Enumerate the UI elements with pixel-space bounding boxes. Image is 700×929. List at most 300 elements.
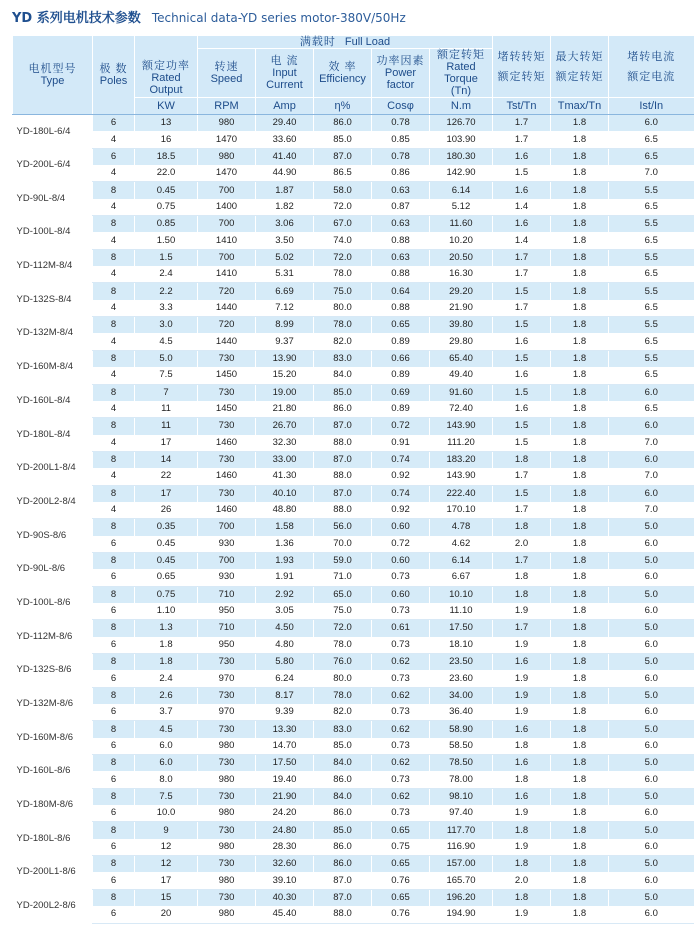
cell-rated-output: 11 xyxy=(135,401,198,418)
cell-model: YD-180M-8/6 xyxy=(13,788,93,822)
cell-efficiency: 87.0 xyxy=(314,148,372,165)
cell-rated-torque: 34.00 xyxy=(430,687,493,704)
cell-power-factor: 0.89 xyxy=(372,333,430,350)
cell-speed: 730 xyxy=(198,889,256,906)
cell-input-current: 24.80 xyxy=(256,822,314,839)
header-full-load: 满载时 Full Load xyxy=(198,36,493,49)
cell-efficiency: 87.0 xyxy=(314,485,372,502)
cell-efficiency: 84.0 xyxy=(314,788,372,805)
cell-tst-tn: 1.6 xyxy=(493,148,551,165)
cell-speed: 1410 xyxy=(198,232,256,249)
cell-efficiency: 80.0 xyxy=(314,670,372,687)
cell-tst-tn: 1.8 xyxy=(493,586,551,603)
cell-input-current: 6.69 xyxy=(256,283,314,300)
cell-tmax-tn: 1.8 xyxy=(551,536,609,553)
cell-ist-in: 6.0 xyxy=(609,704,694,721)
cell-speed: 730 xyxy=(198,856,256,873)
cell-rated-output: 1.5 xyxy=(135,249,198,266)
header-rated-output: 额定功率 Rated Output xyxy=(135,36,198,98)
cell-ist-in: 5.0 xyxy=(609,586,694,603)
table-body xyxy=(13,115,694,924)
cell-speed: 700 xyxy=(198,249,256,266)
cell-efficiency: 71.0 xyxy=(314,569,372,586)
cell-input-current: 33.60 xyxy=(256,131,314,148)
cell-input-current: 28.30 xyxy=(256,839,314,856)
table-row xyxy=(13,755,694,772)
cell-tst-tn: 1.5 xyxy=(493,317,551,334)
cell-tmax-tn: 1.8 xyxy=(551,317,609,334)
cell-rated-torque: 222.40 xyxy=(430,485,493,502)
cell-ist-in: 5.5 xyxy=(609,317,694,334)
cell-rated-output: 2.4 xyxy=(135,670,198,687)
cell-speed: 730 xyxy=(198,721,256,738)
cell-ist-in: 5.0 xyxy=(609,721,694,738)
table-row xyxy=(13,468,694,485)
cell-model: YD-160L-8/6 xyxy=(13,755,93,789)
cell-efficiency: 80.0 xyxy=(314,300,372,317)
cell-tmax-tn: 1.8 xyxy=(551,350,609,367)
cell-tst-tn: 1.9 xyxy=(493,805,551,822)
cell-efficiency: 78.0 xyxy=(314,266,372,283)
cell-rated-output: 17 xyxy=(135,485,198,502)
cell-rated-torque: 23.60 xyxy=(430,670,493,687)
cell-ist-in: 5.0 xyxy=(609,552,694,569)
cell-rated-output: 2.2 xyxy=(135,283,198,300)
cell-input-current: 3.05 xyxy=(256,603,314,620)
cell-poles: 8 xyxy=(93,418,135,435)
cell-efficiency: 87.0 xyxy=(314,451,372,468)
table-row xyxy=(13,822,694,839)
page-title xyxy=(12,7,406,29)
cell-poles: 6 xyxy=(93,148,135,165)
cell-efficiency: 85.0 xyxy=(314,738,372,755)
unit-kw: KW xyxy=(135,98,198,115)
cell-rated-output: 3.3 xyxy=(135,300,198,317)
cell-rated-torque: 6.14 xyxy=(430,182,493,199)
cell-model: YD-160M-8/6 xyxy=(13,721,93,755)
cell-ist-in: 6.0 xyxy=(609,839,694,856)
cell-rated-torque: 98.10 xyxy=(430,788,493,805)
cell-rated-output: 6.0 xyxy=(135,738,198,755)
cell-rated-torque: 78.00 xyxy=(430,771,493,788)
cell-model: YD-112M-8/6 xyxy=(13,620,93,654)
cell-rated-output: 0.65 xyxy=(135,569,198,586)
cell-power-factor: 0.65 xyxy=(372,317,430,334)
title-chinese: YD 系列电机技术参数 xyxy=(12,11,141,26)
cell-speed: 730 xyxy=(198,788,256,805)
cell-rated-output: 17 xyxy=(135,872,198,889)
cell-speed: 710 xyxy=(198,586,256,603)
cell-tst-tn: 1.7 xyxy=(493,300,551,317)
header-model: 电机型号 Type xyxy=(13,36,93,115)
cell-speed: 1460 xyxy=(198,468,256,485)
cell-speed: 980 xyxy=(198,906,256,923)
cell-poles: 8 xyxy=(93,654,135,671)
cell-efficiency: 83.0 xyxy=(314,350,372,367)
cell-rated-output: 22 xyxy=(135,468,198,485)
cell-poles: 8 xyxy=(93,721,135,738)
cell-ist-in: 6.0 xyxy=(609,418,694,435)
cell-power-factor: 0.63 xyxy=(372,249,430,266)
cell-efficiency: 72.0 xyxy=(314,249,372,266)
table-row xyxy=(13,435,694,452)
cell-input-current: 3.06 xyxy=(256,216,314,233)
cell-tst-tn: 1.9 xyxy=(493,670,551,687)
cell-ist-in: 6.0 xyxy=(609,485,694,502)
cell-input-current: 32.60 xyxy=(256,856,314,873)
cell-model: YD-132M-8/6 xyxy=(13,687,93,721)
cell-model: YD-132S-8/4 xyxy=(13,283,93,317)
cell-rated-torque: 11.60 xyxy=(430,216,493,233)
cell-ist-in: 6.5 xyxy=(609,367,694,384)
cell-tmax-tn: 1.8 xyxy=(551,788,609,805)
cell-tst-tn: 1.7 xyxy=(493,131,551,148)
cell-tst-tn: 1.7 xyxy=(493,502,551,519)
cell-poles: 4 xyxy=(93,131,135,148)
cell-rated-torque: 11.10 xyxy=(430,603,493,620)
cell-speed: 730 xyxy=(198,384,256,401)
cell-rated-torque: 72.40 xyxy=(430,401,493,418)
cell-rated-torque: 103.90 xyxy=(430,131,493,148)
cell-speed: 980 xyxy=(198,148,256,165)
cell-tmax-tn: 1.8 xyxy=(551,889,609,906)
cell-ist-in: 6.5 xyxy=(609,300,694,317)
cell-tst-tn: 1.6 xyxy=(493,654,551,671)
table-row xyxy=(13,569,694,586)
table-row xyxy=(13,586,694,603)
cell-efficiency: 70.0 xyxy=(314,536,372,553)
cell-input-current: 33.00 xyxy=(256,451,314,468)
cell-rated-output: 4.5 xyxy=(135,333,198,350)
table-row xyxy=(13,856,694,873)
header-max-torque: 最大转矩 额定转矩 xyxy=(551,36,609,98)
cell-input-current: 7.12 xyxy=(256,300,314,317)
cell-efficiency: 75.0 xyxy=(314,603,372,620)
cell-model: YD-180L-8/6 xyxy=(13,822,93,856)
cell-efficiency: 78.0 xyxy=(314,317,372,334)
cell-rated-output: 10.0 xyxy=(135,805,198,822)
table-row xyxy=(13,148,694,165)
cell-rated-torque: 21.90 xyxy=(430,300,493,317)
cell-efficiency: 76.0 xyxy=(314,654,372,671)
cell-power-factor: 0.76 xyxy=(372,872,430,889)
cell-speed: 950 xyxy=(198,603,256,620)
cell-rated-torque: 180.30 xyxy=(430,148,493,165)
cell-input-current: 40.10 xyxy=(256,485,314,502)
cell-speed: 970 xyxy=(198,704,256,721)
cell-power-factor: 0.62 xyxy=(372,788,430,805)
cell-ist-in: 5.5 xyxy=(609,283,694,300)
cell-rated-torque: 58.90 xyxy=(430,721,493,738)
cell-speed: 1410 xyxy=(198,266,256,283)
cell-rated-output: 2.6 xyxy=(135,687,198,704)
table-row xyxy=(13,317,694,334)
cell-rated-output: 22.0 xyxy=(135,165,198,182)
cell-speed: 700 xyxy=(198,519,256,536)
cell-tst-tn: 1.8 xyxy=(493,771,551,788)
cell-efficiency: 74.0 xyxy=(314,232,372,249)
table-row xyxy=(13,637,694,654)
header-locked-current: 堵转电流 额定电流 xyxy=(609,36,694,98)
cell-rated-output: 7 xyxy=(135,384,198,401)
cell-ist-in: 6.0 xyxy=(609,451,694,468)
cell-ist-in: 5.0 xyxy=(609,856,694,873)
cell-rated-torque: 16.30 xyxy=(430,266,493,283)
cell-speed: 1460 xyxy=(198,435,256,452)
table-row xyxy=(13,182,694,199)
table-row xyxy=(13,333,694,350)
cell-power-factor: 0.62 xyxy=(372,755,430,772)
header-input-current: 电 流 Input Current xyxy=(256,49,314,98)
cell-rated-output: 16 xyxy=(135,131,198,148)
cell-rated-torque: 29.80 xyxy=(430,333,493,350)
cell-rated-torque: 23.50 xyxy=(430,654,493,671)
cell-tmax-tn: 1.8 xyxy=(551,738,609,755)
cell-rated-torque: 157.00 xyxy=(430,856,493,873)
cell-efficiency: 82.0 xyxy=(314,704,372,721)
cell-poles: 6 xyxy=(93,771,135,788)
cell-rated-torque: 4.78 xyxy=(430,519,493,536)
cell-poles: 8 xyxy=(93,216,135,233)
cell-rated-output: 7.5 xyxy=(135,788,198,805)
cell-speed: 730 xyxy=(198,687,256,704)
table-row xyxy=(13,266,694,283)
cell-rated-output: 9 xyxy=(135,822,198,839)
cell-ist-in: 6.0 xyxy=(609,738,694,755)
cell-tmax-tn: 1.8 xyxy=(551,502,609,519)
cell-power-factor: 0.74 xyxy=(372,451,430,468)
cell-input-current: 1.36 xyxy=(256,536,314,553)
cell-input-current: 48.80 xyxy=(256,502,314,519)
cell-tst-tn: 1.5 xyxy=(493,350,551,367)
header-efficiency: 效 率 Efficiency xyxy=(314,49,372,98)
cell-rated-torque: 20.50 xyxy=(430,249,493,266)
cell-rated-torque: 126.70 xyxy=(430,115,493,132)
cell-input-current: 41.30 xyxy=(256,468,314,485)
cell-efficiency: 86.0 xyxy=(314,115,372,132)
cell-rated-output: 0.85 xyxy=(135,216,198,233)
cell-power-factor: 0.62 xyxy=(372,721,430,738)
cell-ist-in: 6.5 xyxy=(609,232,694,249)
cell-tmax-tn: 1.8 xyxy=(551,367,609,384)
cell-model: YD-90S-8/6 xyxy=(13,519,93,553)
cell-speed: 980 xyxy=(198,771,256,788)
cell-input-current: 5.02 xyxy=(256,249,314,266)
cell-rated-output: 20 xyxy=(135,906,198,923)
cell-tmax-tn: 1.8 xyxy=(551,148,609,165)
cell-poles: 6 xyxy=(93,906,135,923)
table-row xyxy=(13,603,694,620)
cell-power-factor: 0.60 xyxy=(372,586,430,603)
cell-input-current: 32.30 xyxy=(256,435,314,452)
table-row xyxy=(13,771,694,788)
cell-poles: 4 xyxy=(93,300,135,317)
cell-tmax-tn: 1.8 xyxy=(551,451,609,468)
cell-tmax-tn: 1.8 xyxy=(551,232,609,249)
cell-efficiency: 56.0 xyxy=(314,519,372,536)
cell-ist-in: 6.5 xyxy=(609,401,694,418)
cell-input-current: 1.87 xyxy=(256,182,314,199)
cell-input-current: 14.70 xyxy=(256,738,314,755)
header-locked-torque: 堵转转矩 额定转矩 xyxy=(493,36,551,98)
cell-tmax-tn: 1.8 xyxy=(551,755,609,772)
cell-speed: 730 xyxy=(198,654,256,671)
cell-tmax-tn: 1.8 xyxy=(551,839,609,856)
cell-poles: 6 xyxy=(93,805,135,822)
cell-input-current: 8.99 xyxy=(256,317,314,334)
cell-input-current: 5.31 xyxy=(256,266,314,283)
cell-poles: 8 xyxy=(93,822,135,839)
cell-rated-torque: 49.40 xyxy=(430,367,493,384)
cell-tmax-tn: 1.8 xyxy=(551,552,609,569)
cell-rated-torque: 17.50 xyxy=(430,620,493,637)
cell-ist-in: 7.0 xyxy=(609,435,694,452)
cell-tmax-tn: 1.8 xyxy=(551,670,609,687)
cell-input-current: 24.20 xyxy=(256,805,314,822)
cell-tmax-tn: 1.8 xyxy=(551,216,609,233)
cell-input-current: 19.40 xyxy=(256,771,314,788)
cell-efficiency: 85.0 xyxy=(314,822,372,839)
cell-input-current: 21.90 xyxy=(256,788,314,805)
cell-poles: 6 xyxy=(93,115,135,132)
cell-poles: 8 xyxy=(93,586,135,603)
cell-speed: 710 xyxy=(198,620,256,637)
cell-power-factor: 0.72 xyxy=(372,536,430,553)
cell-tst-tn: 1.9 xyxy=(493,906,551,923)
cell-ist-in: 5.0 xyxy=(609,620,694,637)
cell-power-factor: 0.62 xyxy=(372,654,430,671)
cell-input-current: 1.58 xyxy=(256,519,314,536)
table-row xyxy=(13,418,694,435)
cell-power-factor: 0.73 xyxy=(372,704,430,721)
cell-rated-output: 3.0 xyxy=(135,317,198,334)
cell-efficiency: 86.0 xyxy=(314,771,372,788)
table-row xyxy=(13,721,694,738)
cell-poles: 4 xyxy=(93,502,135,519)
table-row xyxy=(13,115,694,132)
cell-input-current: 1.93 xyxy=(256,552,314,569)
cell-tmax-tn: 1.8 xyxy=(551,468,609,485)
cell-rated-torque: 194.90 xyxy=(430,906,493,923)
cell-power-factor: 0.88 xyxy=(372,300,430,317)
cell-model: YD-160M-8/4 xyxy=(13,350,93,384)
cell-poles: 4 xyxy=(93,199,135,216)
table-row xyxy=(13,704,694,721)
table-row xyxy=(13,738,694,755)
cell-tst-tn: 1.6 xyxy=(493,182,551,199)
cell-tst-tn: 1.6 xyxy=(493,216,551,233)
cell-tmax-tn: 1.8 xyxy=(551,249,609,266)
cell-rated-torque: 143.90 xyxy=(430,468,493,485)
cell-tst-tn: 1.9 xyxy=(493,603,551,620)
cell-efficiency: 72.0 xyxy=(314,620,372,637)
header-rated-torque: 额定转矩 Rated Torque (Tn) xyxy=(430,49,493,98)
unit-cos-phi: Cosφ xyxy=(372,98,430,115)
cell-efficiency: 86.5 xyxy=(314,165,372,182)
cell-tmax-tn: 1.8 xyxy=(551,266,609,283)
cell-rated-output: 13 xyxy=(135,115,198,132)
cell-model: YD-90L-8/4 xyxy=(13,182,93,216)
cell-rated-torque: 58.50 xyxy=(430,738,493,755)
cell-tmax-tn: 1.8 xyxy=(551,131,609,148)
cell-poles: 8 xyxy=(93,552,135,569)
cell-rated-output: 1.8 xyxy=(135,654,198,671)
cell-tst-tn: 1.6 xyxy=(493,333,551,350)
cell-ist-in: 7.0 xyxy=(609,165,694,182)
cell-efficiency: 78.0 xyxy=(314,687,372,704)
cell-power-factor: 0.76 xyxy=(372,906,430,923)
cell-efficiency: 86.0 xyxy=(314,805,372,822)
cell-power-factor: 0.88 xyxy=(372,266,430,283)
cell-model: YD-200L2-8/6 xyxy=(13,889,93,923)
cell-power-factor: 0.85 xyxy=(372,131,430,148)
cell-input-current: 2.92 xyxy=(256,586,314,603)
cell-power-factor: 0.65 xyxy=(372,856,430,873)
table-row xyxy=(13,232,694,249)
cell-poles: 8 xyxy=(93,317,135,334)
cell-poles: 4 xyxy=(93,468,135,485)
cell-tmax-tn: 1.8 xyxy=(551,199,609,216)
cell-rated-output: 6.0 xyxy=(135,755,198,772)
table-row xyxy=(13,350,694,367)
cell-rated-output: 5.0 xyxy=(135,350,198,367)
cell-input-current: 41.40 xyxy=(256,148,314,165)
cell-model: YD-132M-8/4 xyxy=(13,317,93,351)
cell-rated-torque: 116.90 xyxy=(430,839,493,856)
cell-speed: 980 xyxy=(198,115,256,132)
cell-tmax-tn: 1.8 xyxy=(551,620,609,637)
cell-poles: 6 xyxy=(93,738,135,755)
cell-tmax-tn: 1.8 xyxy=(551,485,609,502)
table-row xyxy=(13,620,694,637)
cell-rated-torque: 165.70 xyxy=(430,872,493,889)
cell-input-current: 8.17 xyxy=(256,687,314,704)
cell-efficiency: 86.0 xyxy=(314,401,372,418)
cell-model: YD-180L-8/4 xyxy=(13,418,93,452)
cell-speed: 730 xyxy=(198,755,256,772)
cell-ist-in: 5.0 xyxy=(609,687,694,704)
cell-model: YD-100L-8/4 xyxy=(13,216,93,250)
cell-tst-tn: 1.8 xyxy=(493,738,551,755)
cell-rated-output: 0.45 xyxy=(135,552,198,569)
cell-power-factor: 0.91 xyxy=(372,435,430,452)
cell-power-factor: 0.72 xyxy=(372,418,430,435)
cell-rated-output: 2.4 xyxy=(135,266,198,283)
cell-poles: 8 xyxy=(93,182,135,199)
cell-rated-output: 1.8 xyxy=(135,637,198,654)
unit-rpm: RPM xyxy=(198,98,256,115)
table-row xyxy=(13,216,694,233)
cell-input-current: 9.37 xyxy=(256,333,314,350)
cell-poles: 8 xyxy=(93,384,135,401)
cell-efficiency: 87.0 xyxy=(314,418,372,435)
table-row xyxy=(13,805,694,822)
cell-rated-output: 0.35 xyxy=(135,519,198,536)
cell-power-factor: 0.73 xyxy=(372,603,430,620)
cell-rated-output: 4.5 xyxy=(135,721,198,738)
table-row xyxy=(13,131,694,148)
cell-rated-torque: 36.40 xyxy=(430,704,493,721)
cell-tmax-tn: 1.8 xyxy=(551,822,609,839)
table-row xyxy=(13,839,694,856)
cell-poles: 6 xyxy=(93,704,135,721)
cell-speed: 1450 xyxy=(198,401,256,418)
cell-rated-torque: 196.20 xyxy=(430,889,493,906)
cell-power-factor: 0.64 xyxy=(372,283,430,300)
cell-tmax-tn: 1.8 xyxy=(551,687,609,704)
cell-tst-tn: 1.7 xyxy=(493,115,551,132)
cell-tst-tn: 1.6 xyxy=(493,788,551,805)
